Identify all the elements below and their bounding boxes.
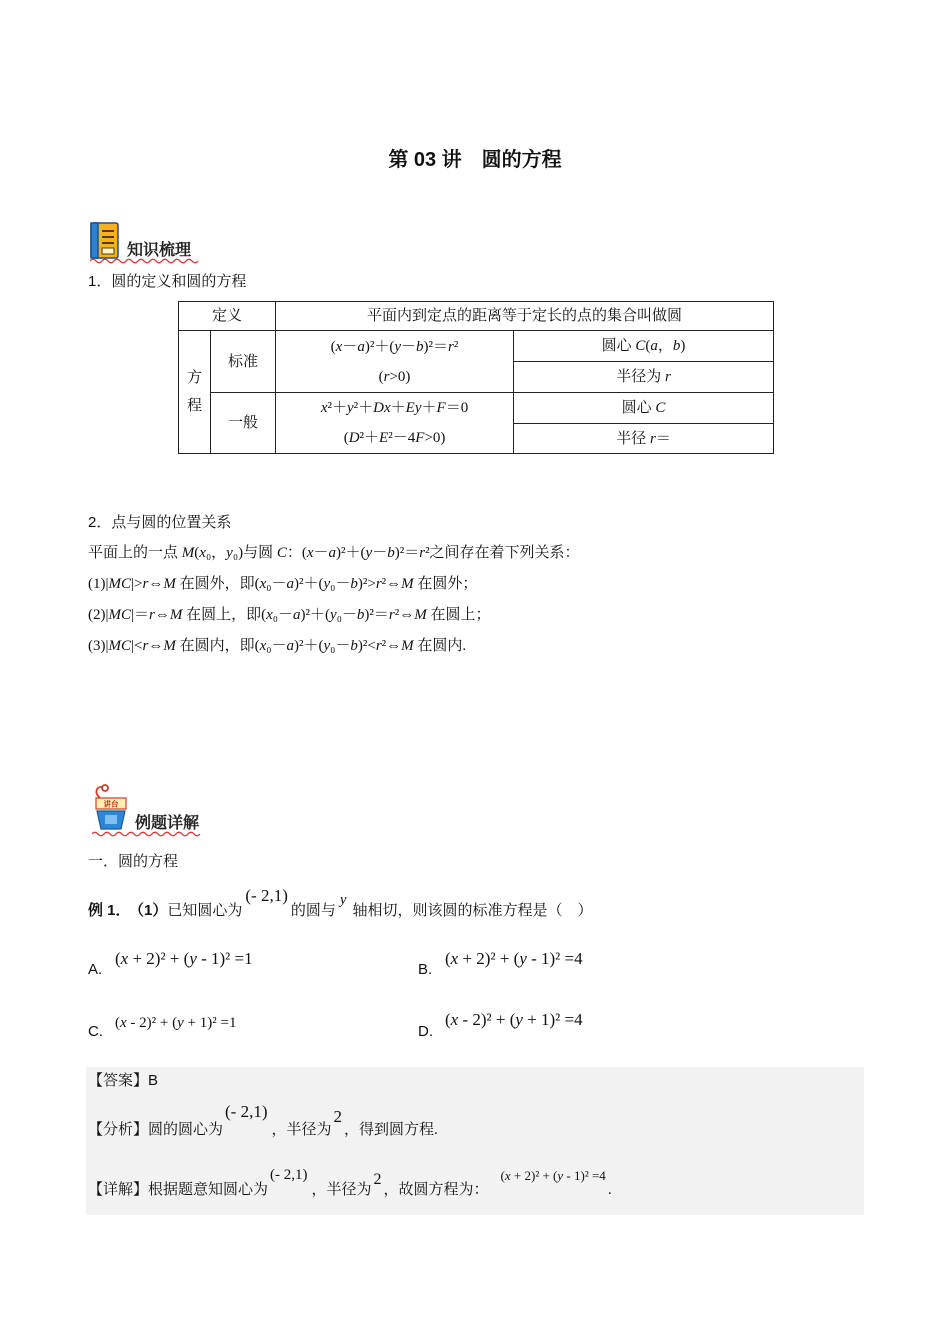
answer-line: 【答案】B (88, 1072, 159, 1089)
math-variable: y (557, 1168, 564, 1183)
math-variable: r (149, 607, 155, 623)
math-variable: x (259, 638, 267, 654)
general-center: 圆心 C (621, 400, 666, 416)
math-variable: a (650, 338, 658, 354)
math-variable: y (515, 1010, 523, 1029)
subsection-heading-definition: 1．圆的定义和圆的方程 (88, 273, 247, 290)
relation-outside: (1)|MC|>r⇔M 在圆外，即(x₀－a)²＋(y₀－b)²>r²⇔M 在圆外； (88, 576, 478, 592)
math-variable: r (664, 369, 671, 385)
math-variable: a (357, 338, 365, 355)
math-variable: y (323, 638, 331, 654)
option-a-letter: A. (88, 961, 103, 978)
math-variable: x (335, 338, 343, 355)
example-label: 例 1． (88, 902, 131, 919)
math-variable: x (259, 576, 267, 592)
math-variable: a (286, 576, 294, 592)
table-row (179, 331, 774, 362)
math-variable: Dx (373, 400, 391, 416)
center-formula: (- 2,1) (245, 886, 288, 905)
example-part: （1） (136, 902, 168, 919)
general-condition: (D²＋E²－4F>0) (343, 430, 446, 446)
relation-on: (2)|MC|＝r⇔M 在圆上，即(x₀－a)²＋(y₀－b)²＝r²⇔M 在圆上； (88, 607, 491, 623)
math-variable: x (199, 545, 206, 561)
math-variable: y (346, 400, 354, 416)
knowledge-section-label: 知识梳理 (127, 242, 192, 259)
standard-formula-cell (276, 331, 514, 393)
general-label: 一般 (228, 415, 259, 431)
definition-label: 定义 (212, 308, 243, 324)
wavy-underline (90, 257, 202, 265)
math-variable: x (266, 607, 273, 623)
detail-text-1: 【详解】根据题意知圆心为 (88, 1182, 269, 1198)
question-text-2: 的圆与 (290, 903, 336, 919)
math-variable: y (226, 545, 233, 561)
equation-label: 方程 (186, 370, 202, 414)
math-variable: MC (108, 638, 131, 654)
math-variable: y (330, 607, 337, 623)
math-variable: y (365, 545, 373, 561)
circle-equation-table (178, 301, 774, 454)
math-variable: y (189, 949, 197, 968)
table-row (179, 393, 774, 424)
math-variable: b (356, 607, 365, 623)
definition-text: 平面内到定点的距离等于定长的点的集合叫做圆 (367, 308, 683, 324)
detail-equation: (x + 2)² + (y - 1)² =4 (500, 1168, 606, 1183)
subsection-heading-relation: 2．点与圆的位置关系 (88, 514, 232, 531)
option-b-formula: (x + 2)² + (y - 1)² =4 (445, 949, 583, 968)
position-relation-block (88, 507, 580, 662)
math-variable: a (293, 607, 301, 623)
math-variable: F (415, 430, 425, 446)
math-variable: M (401, 638, 414, 654)
math-variable: r (448, 338, 454, 355)
example-section-label: 例题详解 (135, 815, 200, 832)
analysis-center-formula: (- 2,1) (225, 1102, 268, 1121)
definition-label-cell (179, 302, 276, 331)
wave-path (90, 259, 198, 263)
detail-text-3: ，故圆方程为： (383, 1182, 489, 1198)
general-formula-cell (276, 393, 514, 454)
podium-mic-head (102, 785, 108, 791)
general-center-cell (514, 393, 774, 424)
math-variable: x (504, 1168, 511, 1183)
page-title: 第 03 讲 圆的方程 (388, 149, 562, 171)
analysis-text-1: 【分析】圆的圆心为 (88, 1122, 224, 1138)
math-variable: M (169, 607, 183, 623)
definition-text-cell (276, 302, 774, 331)
math-variable: b (672, 338, 681, 354)
math-variable: M (163, 576, 176, 592)
math-variable: y (394, 338, 402, 355)
math-variable: r (375, 576, 382, 592)
standard-center: 圆心 C(a，b) (601, 338, 686, 354)
wavy-underline (92, 830, 204, 838)
subsection-heading-example: 一．圆的方程 (88, 853, 179, 870)
math-variable: r (419, 545, 426, 561)
general-radius-cell (514, 424, 774, 454)
math-variable: M (163, 638, 176, 654)
option-c-letter: C. (88, 1023, 103, 1040)
math-variable: y (339, 892, 347, 908)
general-formula: x²＋y²＋Dx＋Ey＋F＝0 (320, 400, 469, 416)
axis-variable (340, 886, 347, 914)
wave-path (92, 832, 200, 836)
math-variable: M (401, 576, 414, 592)
detail-end: . (607, 1182, 612, 1198)
notebook-icon (88, 221, 122, 261)
question-text-1: 已知圆心为 (167, 903, 243, 919)
math-variable: r (142, 638, 149, 654)
math-variable: D (348, 430, 360, 446)
math-variable: M (181, 545, 195, 561)
math-variable: x (306, 545, 314, 561)
math-variable: a (286, 638, 294, 654)
math-variable: b (387, 545, 395, 561)
math-variable: r (383, 368, 390, 385)
podium-icon (88, 783, 132, 833)
math-variable: x (450, 949, 459, 968)
detail-radius: 2 (373, 1171, 382, 1188)
option-a-formula: (x + 2)² + (y - 1)² =1 (115, 949, 253, 968)
math-variable: C (635, 338, 646, 354)
notebook-label (102, 248, 114, 254)
option-b-letter: B. (418, 961, 433, 978)
standard-label-cell (211, 331, 276, 393)
math-variable: MC (108, 576, 131, 592)
math-variable: C (276, 545, 287, 561)
math-variable: x (120, 1015, 127, 1031)
equation-label-cell (179, 331, 211, 454)
relation-inside: (3)|MC|<r⇔M 在圆内，即(x₀－a)²＋(y₀－b)²<r²⇔M 在圆内. (88, 638, 467, 654)
math-variable: r (142, 576, 149, 592)
math-variable: r (375, 638, 382, 654)
option-d-letter: D. (418, 1023, 433, 1040)
math-variable: F (436, 400, 446, 416)
analysis-line (88, 1102, 438, 1141)
analysis-text-2: ，半径为 (271, 1122, 332, 1138)
detail-center-formula: (- 2,1) (270, 1167, 308, 1183)
math-variable: y (177, 1015, 184, 1031)
standard-radius-cell (514, 362, 774, 393)
math-variable: a (328, 545, 337, 561)
general-radius: 半径 r＝ (616, 430, 671, 447)
analysis-radius: 2 (333, 1107, 343, 1126)
solution-box (86, 1067, 864, 1215)
math-variable: y (519, 949, 527, 968)
notebook-spine (91, 223, 98, 258)
math-variable: x (320, 400, 328, 416)
standard-condition: (r>0) (378, 368, 411, 385)
math-variable: r (388, 607, 395, 623)
math-variable: y (323, 576, 331, 592)
detail-text-2: ，半径为 (311, 1182, 372, 1198)
standard-center-cell (514, 331, 774, 362)
math-variable: b (350, 638, 358, 654)
standard-formula: (x－a)²＋(y－b)²＝r² (330, 338, 459, 355)
detail-line (88, 1167, 612, 1201)
podium-panel (105, 815, 117, 824)
relation-intro: 平面上的一点 M(x₀，y₀)与圆 C：(x－a)²＋(y－b)²＝r²之间存在着下列关系： (88, 545, 580, 561)
math-variable: x (120, 949, 129, 968)
math-variable: b (416, 338, 424, 355)
table-row (179, 302, 774, 331)
math-variable: r (649, 430, 656, 447)
math-variable: b (350, 576, 358, 592)
option-c-formula: (x - 2)² + (y + 1)² =1 (115, 1015, 237, 1031)
math-variable: x (450, 1010, 459, 1029)
podium-sign-text: 讲台 (103, 799, 119, 809)
math-variable: E (379, 430, 389, 446)
standard-radius: 半径为 r (616, 369, 671, 385)
example-question (88, 886, 593, 924)
option-d-formula: (x - 2)² + (y + 1)² =4 (445, 1010, 583, 1029)
math-variable: C (655, 400, 666, 416)
math-variable: MC (108, 607, 131, 623)
analysis-text-3: ，得到圆方程. (344, 1122, 438, 1138)
standard-label: 标准 (228, 353, 259, 370)
math-variable: Ey (405, 400, 422, 416)
question-text-3: 轴相切，则该圆的标准方程是（ ） (352, 903, 593, 919)
general-label-cell (211, 393, 276, 454)
math-variable: M (414, 607, 427, 623)
